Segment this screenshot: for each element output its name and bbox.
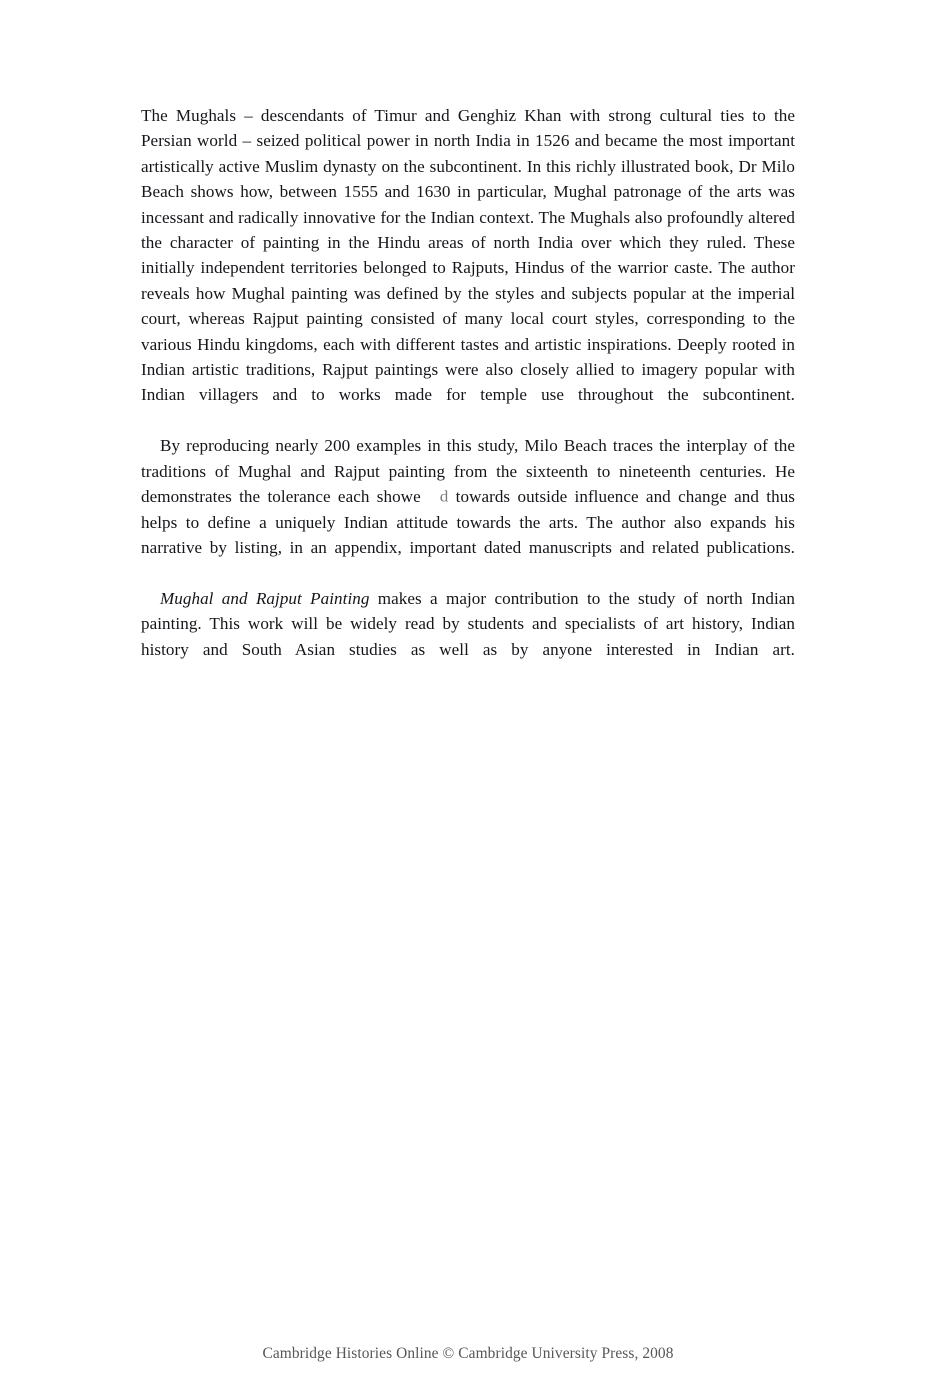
body-text-block — [141, 103, 795, 687]
page-footer: Cambridge Histories Online © Cambridge University Press, 2008 — [262, 1345, 674, 1362]
paragraph-2 — [141, 433, 795, 585]
scan-artifact-glyph: d — [439, 487, 449, 506]
paragraph-3 — [141, 586, 795, 688]
book-title-italic: Mughal and Rajput Painting — [160, 588, 370, 608]
paragraph-2-segment-3: towards outside influence and change and thus helps to define a uniquely Indian attitude towards the arts. The author also expands his narrative by listing, in an appendix, important dated manuscripts and related publications. — [141, 487, 796, 557]
paragraph-1: The Mughals – descendants of Timur and Genghiz Khan with strong cultural ties to the Persian world – seized political power in north India in 1526 and became the most important artistically active Muslim dynasty on the subcontinent. In this richly illustrated book, Dr Milo Beach shows how, between 1555 and 1630 in particular, Mughal patronage of the arts was incessant and radically innovative for the Indian context. The Mughals also profoundly altered the character of painting in the Hindu areas of north India over which they ruled. These initially independent territories belonged to Rajputs, Hindus of the warrior caste. The author reveals how Mughal painting was defined by the styles and subjects popular at the imperial court, whereas Rajput painting consisted of many local court styles, corresponding to the various Hindu kingdoms, each with different tastes and artistic inspirations. Deeply rooted in Indian artistic traditions, Rajput paintings were also closely allied to imagery popular with Indian villagers and to works made for temple use throughout the subcontinent. — [141, 106, 795, 405]
paragraph-2-segment-1: By reproducing nearly 200 examples in this study, Milo Beach traces the interplay of the traditions of Mughal and Rajput painting from the sixteenth to nineteenth centuries. He demonstrates the tolerance each showe — [141, 436, 795, 507]
paragraph-3-segment-2: makes a major contribution to the study of north Indian painting. This work will be widely read by students and specialists of art history, Indian history and South Asian studies as well as by anyone interested in Indian art. — [141, 588, 795, 659]
